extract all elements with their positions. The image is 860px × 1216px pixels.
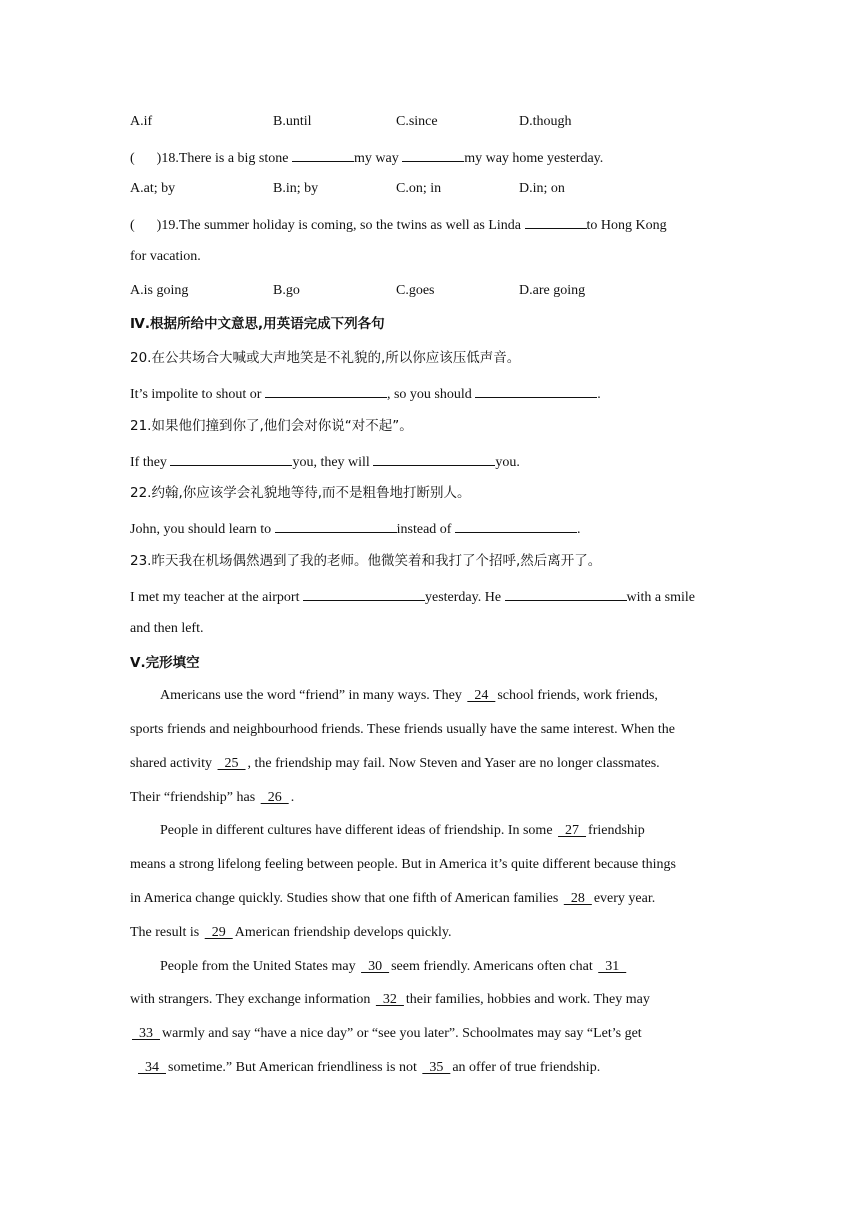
q19-text-1: 19.The summer holiday is coming, so the twins as well as Linda	[161, 218, 522, 233]
q19-text-2: to Hong Kong	[586, 218, 667, 233]
section-5-heading: Ⅴ.完形填空	[130, 655, 200, 671]
q22-text-3: .	[576, 522, 581, 537]
cloze-p2-line-4	[130, 924, 452, 942]
q18-text-1: 18.There is a big stone	[161, 151, 289, 166]
q23-blank-2[interactable]	[505, 586, 627, 601]
cloze-blank-33[interactable]: 33	[132, 1026, 160, 1041]
cloze-p2-line-2: means a strong lifelong feeling between people. But in America it’s quite different because things	[130, 857, 676, 872]
answer-paren-open: (	[130, 151, 135, 166]
q20-chinese: 20.在公共场合大喊或大声地笑是不礼貌的,所以你应该压低声音。	[130, 350, 521, 366]
cloze-p1-line-4	[130, 789, 294, 807]
q23-text-1: I met my teacher at the airport	[130, 590, 300, 605]
cloze-text: friendship	[588, 823, 645, 838]
cloze-text: shared activity	[130, 756, 213, 771]
cloze-text: People from the United States may	[160, 959, 356, 974]
cloze-p3-line-4	[130, 1059, 600, 1077]
q18-option-c: C.on; in	[396, 181, 442, 196]
q19-option-d: D.are going	[519, 283, 586, 298]
q18-text-3: my way home yesterday.	[464, 151, 604, 166]
cloze-text: seem friendly. Americans often chat	[391, 959, 593, 974]
q22-blank-1[interactable]	[275, 518, 397, 533]
cloze-p2-line-3	[130, 890, 655, 908]
q19-option-a: A.is going	[130, 283, 189, 298]
q23-text-2: yesterday. He	[424, 590, 502, 605]
cloze-blank-25[interactable]: 25	[217, 756, 246, 771]
q23-chinese: 23.昨天我在机场偶然遇到了我的老师。他微笑着和我打了个招呼,然后离开了。	[130, 553, 602, 569]
cloze-blank-32[interactable]: 32	[375, 992, 404, 1007]
q19-option-b: B.go	[273, 283, 300, 298]
q18-blank-1[interactable]	[292, 147, 354, 162]
q20-text-1: It’s impolite to shout or	[130, 387, 262, 402]
cloze-blank-27[interactable]: 27	[558, 823, 587, 838]
q20-text-2: , so you should	[386, 387, 472, 402]
cloze-blank-30[interactable]: 30	[361, 959, 390, 974]
cloze-text: , the friendship may fail. Now Steven and Yaser are no longer classmates.	[247, 756, 660, 771]
q21-chinese: 21.如果他们撞到你了,他们会对你说“对不起”。	[130, 418, 413, 434]
q17-option-d: D.though	[519, 114, 572, 129]
cloze-text: American friendship develops quickly.	[234, 925, 452, 940]
q17-option-b: B.until	[273, 114, 312, 129]
q21-blank-2[interactable]	[373, 451, 495, 466]
cloze-text: Americans use the word “friend” in many ways. They	[160, 688, 462, 703]
cloze-p1-line-3	[130, 755, 660, 773]
q20-text-3: .	[597, 387, 601, 402]
answer-paren-close: )	[156, 218, 162, 233]
cloze-text: Their “friendship” has	[130, 790, 256, 805]
q18-option-a: A.at; by	[130, 181, 176, 196]
q18-blank-2[interactable]	[402, 147, 464, 162]
section-4-heading: Ⅳ.根据所给中文意思,用英语完成下列各句	[130, 316, 385, 332]
cloze-p3-line-2	[130, 991, 650, 1009]
cloze-blank-28[interactable]: 28	[563, 891, 592, 906]
cloze-blank-31[interactable]: 31	[598, 959, 627, 974]
q20-blank-1[interactable]	[265, 383, 387, 398]
cloze-text: sometime.” But American friendliness is not	[168, 1060, 417, 1075]
cloze-p1-line-2: sports friends and neighbourhood friends. These friends usually have the same interest. When the	[130, 722, 675, 737]
cloze-p3-line-1	[160, 958, 628, 976]
cloze-blank-35[interactable]: 35	[422, 1060, 451, 1075]
q19-question	[130, 214, 667, 235]
q23-line-2: and then left.	[130, 621, 204, 636]
cloze-text: in America change quickly. Studies show that one fifth of American families	[130, 891, 559, 906]
cloze-p2-line-1	[160, 822, 645, 840]
cloze-text: with strangers. They exchange information	[130, 992, 371, 1007]
cloze-blank-26[interactable]: 26	[260, 790, 289, 805]
q17-option-a: A.if	[130, 114, 153, 129]
cloze-p3-line-3	[130, 1025, 642, 1043]
q19-line-2: for vacation.	[130, 249, 201, 264]
q22-text-2: instead of	[396, 522, 452, 537]
q21-blank-1[interactable]	[170, 451, 292, 466]
cloze-text: every year.	[593, 891, 656, 906]
cloze-p1-line-1	[160, 687, 658, 705]
q20-english	[130, 383, 601, 404]
cloze-blank-24[interactable]: 24	[467, 688, 496, 703]
q19-option-c: C.goes	[396, 283, 435, 298]
q21-text-1: If they	[130, 455, 167, 470]
q22-chinese: 22.约翰,你应该学会礼貌地等待,而不是粗鲁地打断别人。	[130, 485, 471, 501]
cloze-text: warmly and say “have a nice day” or “see you later”. Schoolmates may say “Let’s get	[162, 1026, 642, 1041]
cloze-blank-29[interactable]: 29	[204, 925, 233, 940]
q20-blank-2[interactable]	[475, 383, 597, 398]
q21-text-2: you, they will	[292, 455, 370, 470]
q18-question	[130, 147, 603, 168]
cloze-text: an offer of true friendship.	[452, 1060, 601, 1075]
q22-text-1: John, you should learn to	[130, 522, 272, 537]
q18-option-d: D.in; on	[519, 181, 565, 196]
q18-option-b: B.in; by	[273, 181, 319, 196]
cloze-blank-34[interactable]: 34	[138, 1060, 166, 1075]
cloze-text: .	[290, 790, 295, 805]
q23-english	[130, 586, 695, 607]
q17-option-c: C.since	[396, 114, 438, 129]
q18-text-2: my way	[353, 151, 399, 166]
q21-text-3: you.	[495, 455, 520, 470]
q22-english	[130, 518, 580, 539]
q23-blank-1[interactable]	[303, 586, 425, 601]
q21-english	[130, 451, 520, 472]
q19-blank[interactable]	[525, 214, 587, 229]
q22-blank-2[interactable]	[455, 518, 577, 533]
q23-text-3: with a smile	[626, 590, 695, 605]
cloze-text: their families, hobbies and work. They may	[405, 992, 650, 1007]
answer-paren-open: (	[130, 218, 135, 233]
cloze-text: People in different cultures have different ideas of friendship. In some	[160, 823, 553, 838]
answer-paren-close: )	[156, 151, 162, 166]
cloze-text: school friends, work friends,	[497, 688, 658, 703]
cloze-text: The result is	[130, 925, 200, 940]
